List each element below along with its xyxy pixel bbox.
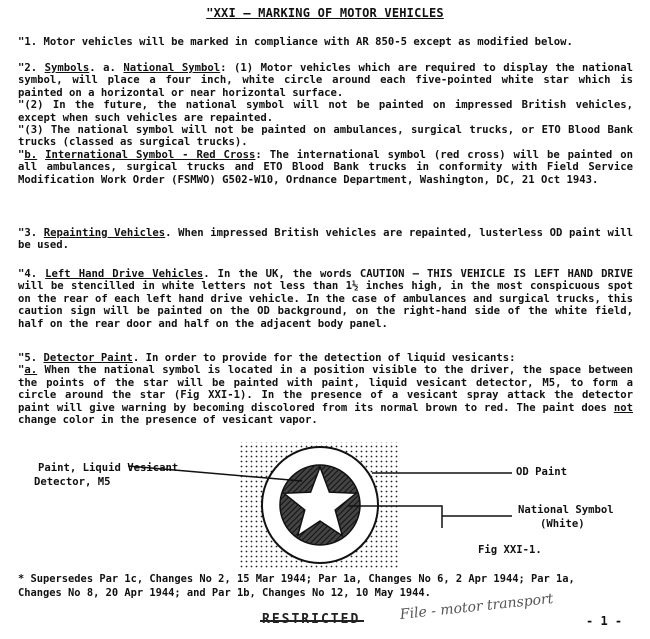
paragraph-4-text: . In the UK, the words CAUTION — THIS VEHICLE IS LEFT HAND DRIVE will be stencilled in white letters not less than 1½ inches high, in the most conspicuous spot on the rear of each left hand drive vehicle. In the case of ambulances and surgical trucks, this caution sign will be painted on the OD background, on the right-hand side of the white field, half on the rear door and half on the adjacent body panel. — [18, 268, 633, 330]
paragraph-2b-lead: " — [18, 148, 25, 161]
paragraph-2-subheading: National Symbol — [123, 62, 221, 74]
paragraph-2 — [18, 62, 633, 186]
paragraph-4-heading: Left Hand Drive Vehicles — [45, 268, 204, 280]
figure-caption: Fig XXI-1. — [478, 544, 542, 556]
paragraph-4-number: "4. — [18, 268, 46, 280]
section-title: "XXI — MARKING OF MOTOR VEHICLES — [206, 6, 444, 20]
footnote-line-1: * Supersedes Par 1c, Changes No 2, 15 Mar 1944; Par 1a, Changes No 6, 2 Apr 1944; Par 1a, — [18, 573, 575, 585]
label-national-symbol-1: National Symbol — [518, 504, 614, 516]
paragraph-5a-text-2: change color in the presence of vesicant vapor. — [18, 414, 318, 427]
paragraph-2b-text: : The international symbol (red cross) will be painted on all ambulances, surgical trucks and ETO Blood Bank trucks in conformity with Field Service Modification Work Order (FSMWO) G502-W10, Ordnance Department, Washington, DC, 21 Oct 1943. — [18, 148, 633, 186]
paragraph-5 — [18, 352, 633, 426]
paragraph-2-number: "2. — [18, 62, 45, 74]
label-detector-paint-2: Detector, M5 — [34, 476, 111, 488]
label-national-symbol-2: (White) — [540, 518, 585, 530]
paragraph-4 — [18, 268, 633, 330]
paragraph-5-text: . In order to provide for the detection of liquid vesicants: — [132, 352, 516, 364]
paragraph-5a-lead: " — [18, 364, 25, 377]
paragraph-2b-subheading: International Symbol - Red Cross — [45, 148, 256, 161]
label-detector-paint-1: Paint, Liquid Vesicant — [38, 462, 179, 474]
handwritten-note: File - motor transport — [399, 590, 555, 623]
paragraph-5a-emphasis: not — [613, 401, 633, 414]
paragraph-5-number: "5. — [18, 352, 44, 364]
restricted-stamp — [262, 612, 360, 627]
paragraph-3-number: "3. — [18, 227, 44, 239]
paragraph-3 — [18, 227, 633, 252]
paragraph-2b-space — [37, 149, 45, 161]
paragraph-2-heading: Symbols — [44, 62, 90, 74]
paragraph-1: "1. Motor vehicles will be marked in compliance with AR 850-5 except as modified below. — [18, 36, 573, 48]
paragraph-2-text-3: "(3) The national symbol will not be painted on ambulances, surgical trucks, or ETO Blood Bank trucks (classed as surgical trucks). — [18, 124, 633, 149]
paragraph-2-text-2: "(2) In the future, the national symbol will not be painted on impressed British vehicles, except when such vehicles are repainted. — [18, 99, 633, 124]
paragraph-3-text: . When impressed British vehicles are repainted, lusterless OD paint will be used. — [18, 227, 634, 252]
strike-through — [260, 620, 364, 622]
paragraph-2-text-1: : (1) Motor vehicles which are required to display the national symbol, will place a four inch, white circle around each five-pointed white star which is painted on a horizontal or near horizontal surface. — [18, 62, 634, 99]
paragraph-5a-label: a. — [24, 364, 38, 377]
paragraph-5a-text-1: When the national symbol is located in a position visible to the driver, the space between the points of the star will be painted with paint, liquid vesicant detector, M5, to form a circle around the star (Fig XXI-1). In the presence of a vesicant spray attack the detector paint will give warning by becoming discolored from its normal brown to red. The paint does — [18, 364, 633, 414]
paragraph-3-heading: Repainting Vehicles — [43, 227, 166, 239]
paragraph-2b-label: b. — [24, 148, 38, 161]
footnote-line-2: Changes No 8, 20 Apr 1944; and Par 1b, Changes No 12, 10 May 1944. — [18, 586, 431, 599]
page-number: - 1 - — [586, 614, 623, 628]
paragraph-5-heading: Detector Paint — [43, 352, 133, 364]
label-od-paint: OD Paint — [516, 466, 568, 478]
figure-xxi-1 — [0, 440, 650, 570]
paragraph-2-sub-a-label: . a. — [89, 62, 124, 74]
